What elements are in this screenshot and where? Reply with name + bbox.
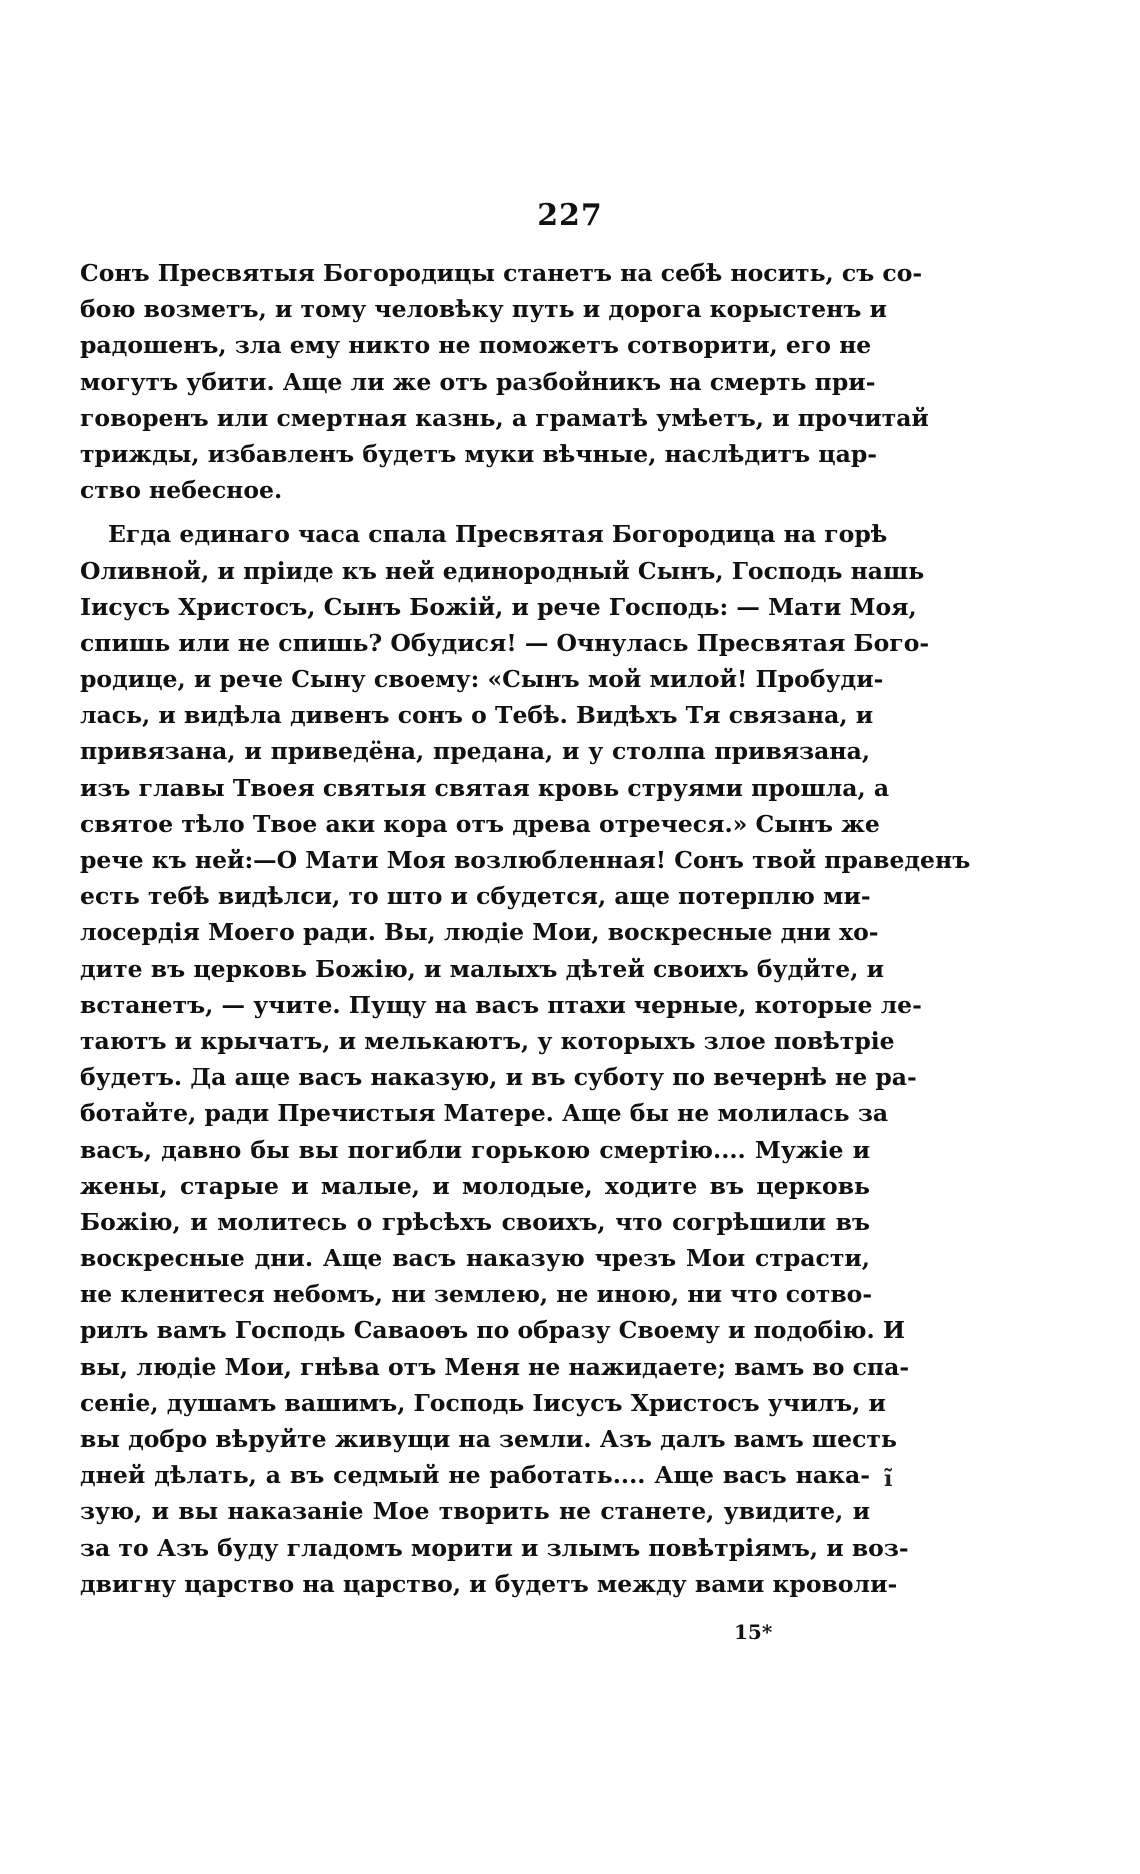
body-text [80, 255, 971, 1602]
text-line: могутъ убити. Аще ли же отъ разбойникъ на смерть при- [80, 367, 876, 396]
paragraph-1 [80, 255, 929, 508]
text-line: будетъ. Да аще васъ наказую, и въ суботу по вечернѣ не ра- [80, 1063, 917, 1092]
text-line: бою возметъ, и тому человѣку путь и дорога корыстенъ и [80, 295, 887, 324]
text-line: не кленитеся небомъ, ни землею, не иною, ни что сотво- [80, 1280, 873, 1309]
text-line: привязана, и приведёна, предана, и у столпа привязана, [80, 737, 870, 766]
signature-mark: 15* [734, 1620, 773, 1644]
text-line: Божію, и молитесь о грѣсѣхъ своихъ, что согрѣшили въ [80, 1207, 870, 1236]
text-line: радошенъ, зла ему никто не поможетъ сотворити, его не [80, 331, 872, 360]
text-line: ботайте, ради Пречистыя Матере. Аще бы не молилась за [80, 1099, 889, 1128]
text-line: вы добро вѣруйте живущи на земли. Азъ далъ вамъ шесть [80, 1425, 897, 1453]
text-line: воскресные дни. Аще васъ наказую чрезъ Мои страсти, [80, 1244, 870, 1273]
text-line: за то Азъ буду гладомъ морити и злымъ повѣтріямъ, и воз- [80, 1533, 909, 1562]
text-line: таютъ и крычатъ, и мелькаютъ, у которыхъ злое повѣтріе [80, 1026, 895, 1055]
paragraph-2 [80, 516, 971, 1602]
text-line: родице, и рече Сыну своему: «Сынъ мой милой! Пробуди- [80, 665, 884, 694]
text-line: лосердія Моего ради. Вы, людіе Мои, воскресные дни хо- [80, 918, 879, 947]
text-line: жены, старые и малые, и молодые, ходите въ церковь [80, 1171, 870, 1200]
text-line: Оливной, и пріиде къ ней единородный Сынъ, Господь нашь [80, 556, 925, 585]
text-line: Егда единаго часа спала Пресвятая Богородица на горѣ [108, 520, 888, 549]
text-line: Сонъ Пресвятыя Богородицы станетъ на себѣ носить, съ со- [80, 259, 923, 287]
text-line: рече къ ней:—О Мати Моя возлюбленная! Сонъ твой праведенъ [80, 846, 971, 874]
text-line: лась, и видѣла дивенъ сонъ о Тебѣ. Видѣхъ Тя связана, и [80, 701, 874, 730]
text-line: встанетъ, — учите. Пущу на васъ птахи черные, которые ле- [80, 990, 922, 1019]
text-line: дите въ церковь Божію, и малыхъ дѣтей своихъ будйте, и [80, 954, 885, 983]
text-line: ство небесное. [80, 476, 283, 505]
text-line: рилъ вамъ Господь Саваоѳъ по образу Своему и подобію. И [80, 1316, 906, 1345]
margin-mark: ĩ [884, 1466, 893, 1492]
text-line: святое тѣло Твое аки кора отъ древа отречеся.» Сынъ же [80, 809, 880, 838]
text-line: Іисусъ Христосъ, Сынъ Божій, и рече Господь: — Мати Моя, [80, 592, 917, 621]
text-line: вы, людіе Мои, гнѣва отъ Меня не нажидаете; вамъ во спа- [80, 1352, 910, 1381]
text-line: зую, и вы наказаніе Мое творить не станете, увидите, и [80, 1497, 870, 1526]
text-line: трижды, избавленъ будетъ муки вѣчные, наслѣдитъ цар- [80, 439, 878, 468]
text-line: дней дѣлать, а въ седмый не работать.... Аще васъ нака- [80, 1461, 870, 1490]
text-line: говоренъ или смертная казнь, а граматѣ умѣетъ, и прочитай [80, 403, 929, 432]
text-line: есть тебѣ видѣлси, то што и сбудется, аще потерплю ми- [80, 882, 871, 911]
paragraph-gap [80, 508, 870, 516]
text-line: изъ главы Твоея святыя святая кровь струями прошла, а [80, 773, 890, 802]
text-line: сеніе, душамъ вашимъ, Господь Іисусъ Христосъ училъ, и [80, 1388, 886, 1417]
page-number: 227 [537, 198, 603, 233]
text-line: двигну царство на царство, и будетъ между вами кроволи- [80, 1569, 898, 1598]
text-line: васъ, давно бы вы погибли горькою смертію.... Мужіе и [80, 1135, 870, 1164]
text-line: спишь или не спишь? Обудися! — Очнулась Пресвятая Бого- [80, 628, 930, 657]
